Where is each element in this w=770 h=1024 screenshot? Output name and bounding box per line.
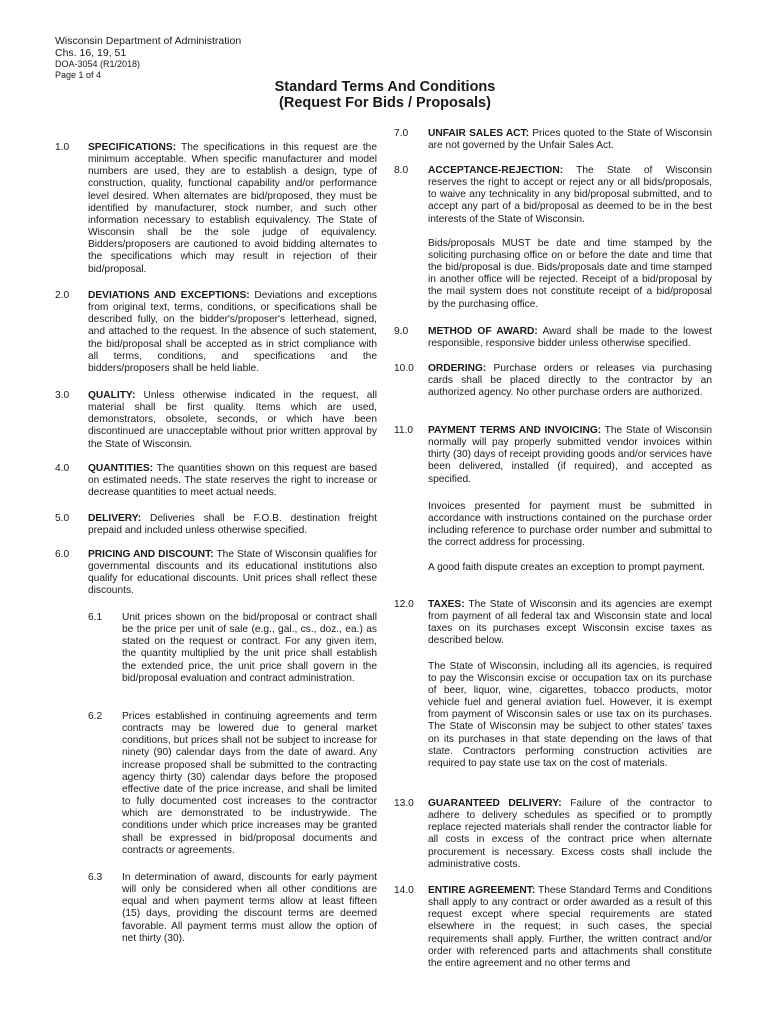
- document-header: [55, 35, 241, 81]
- section-heading: DEVIATIONS AND EXCEPTIONS:: [88, 290, 250, 301]
- section-paragraph: The State of Wisconsin, including all its agencies, is required to pay the Wisconsin excise or occupation tax on its purchase of beer, liquor, wine, cigarettes, tobacco products, motor vehicle fuel and general aviation fuel. However, it is exempt from payment of Wisconsin sales or use tax on its purchases. The State of Wisconsin may be subject to other states' taxes on its purchases in that state depending on the laws of that state. Contractors performing construction activities are required to pay state use tax on the cost of materials.: [428, 660, 712, 769]
- section-text: Failure of the contractor to adhere to delivery schedules as specified or to promptly replace rejected materials shall render the contractor liable for all costs in excess of the contract price when alternate procurement is necessary. Excess costs shall include the administrative costs.: [428, 798, 712, 870]
- page-title: [0, 79, 770, 111]
- section-number: 6.0: [55, 549, 70, 560]
- subsection-text: In determination of award, discounts for early payment will only be considered when all other conditions are equal and when payment terms allow at least fifteen (15) days, providing the discount terms are deemed favorable. All payment terms must allow the option of net thirty (30).: [122, 872, 377, 944]
- subsection-number: 6.2: [88, 711, 103, 722]
- page-number: Page 1 of 4: [55, 70, 102, 80]
- form-number: DOA-3054 (R1/2018): [55, 59, 141, 69]
- section-heading: DELIVERY:: [88, 513, 142, 524]
- section-text: The quantities shown on this request are based on estimated needs. The state reserves the right to increase or decrease quantities to meet actual needs.: [88, 463, 377, 499]
- section-heading: GUARANTEED DELIVERY:: [428, 798, 562, 809]
- section-number: 8.0: [394, 165, 409, 176]
- section-paragraph: Invoices presented for payment must be submitted in accordance with instructions contained on the purchase order including reference to purchase order number and submittal to the correct address for processing.: [428, 500, 712, 549]
- title-line-1: Standard Terms And Conditions: [274, 79, 496, 95]
- section-number: 12.0: [394, 599, 414, 610]
- section-text: Award shall be made to the lowest responsible, responsive bidder unless otherwise specified.: [428, 326, 712, 350]
- section-heading: ACCEPTANCE-REJECTION:: [428, 165, 564, 176]
- subsection-text: Unit prices shown on the bid/proposal or contract shall be the price per unit of sale (e.g., gal., cs., doz., ea.) as stated on the request or contract. For any given item, the quantity multiplied by the unit price shall establish the extended price, the unit price shall govern in the bid/proposal evaluation and contract administration.: [122, 612, 377, 684]
- section-heading: ENTIRE AGREEMENT:: [428, 885, 536, 896]
- section-number: 9.0: [394, 326, 409, 337]
- section-number: 4.0: [55, 463, 70, 474]
- section-number: 2.0: [55, 290, 70, 301]
- section-text: The State of Wisconsin qualifies for governmental discounts and its educational institutions also qualify for educational discounts. Unit prices shall reflect these discounts.: [88, 549, 377, 597]
- section-number: 5.0: [55, 513, 70, 524]
- section-text: The State of Wisconsin reserves the right to accept or reject any or all bids/proposals, to waive any technicality in any bid/proposal submitted, and to accept any part of a bid/proposal as deemed to be in the best interests of the State of Wisconsin.: [428, 165, 712, 225]
- section-heading: UNFAIR SALES ACT:: [428, 128, 530, 139]
- section-number: 3.0: [55, 390, 70, 401]
- subsection-text: Prices established in continuing agreements and term contracts may be lowered due to general market conditions, but prices shall not be subject to increase for ninety (90) calendar days from the date of award. Any increase proposed shall be submitted to the contracting agency thirty (30) calendar days before the proposed effective date of the price increase, and shall be limited to fully documented cost increases to the contractor which are demonstrated to be industrywide. The conditions under which price increases may be granted shall be expressed in bid/proposal documents and contracts or agreements.: [122, 711, 377, 856]
- section-heading: METHOD OF AWARD:: [428, 326, 538, 337]
- chapters: Chs. 16, 19, 51: [55, 47, 127, 59]
- section-paragraph: Bids/proposals MUST be date and time stamped by the soliciting purchasing office on or before the date and time that the bid/proposal is due. Bids/proposals date and time stamped in another office will be rejected. Receipt of a bid/proposal by the mail system does not constitute receipt of a bid/proposal by the purchasing office.: [428, 237, 712, 310]
- subsection-number: 6.1: [88, 612, 103, 623]
- section-number: 1.0: [55, 142, 70, 153]
- section-heading: PRICING AND DISCOUNT:: [88, 549, 214, 560]
- section-text: The State of Wisconsin normally will pay properly submitted vendor invoices within thirty (30) days of receipt providing goods and/or services have been delivered, installed (if required), and accepted as specified.: [428, 425, 712, 485]
- section-heading: TAXES:: [428, 599, 465, 610]
- section-paragraph: A good faith dispute creates an exception to prompt payment.: [428, 562, 705, 574]
- section-text: Prices quoted to the State of Wisconsin are not governed by the Unfair Sales Act.: [428, 128, 712, 152]
- subsection-number: 6.3: [88, 872, 103, 883]
- section-text: These Standard Terms and Conditions shall apply to any contract or order awarded as a result of this request except where special requirements are stated elsewhere in the request; in such cases, the special requirements shall apply. Further, the written contract and/or order with referenced parts and attachments shall constitute the entire agreement and no other terms and: [428, 885, 712, 969]
- section-number: 7.0: [394, 128, 409, 139]
- section-heading: QUALITY:: [88, 390, 136, 401]
- title-line-2: (Request For Bids / Proposals): [279, 95, 491, 111]
- section-text: Deviations and exceptions from original text, terms, conditions, or specifications shall be described fully, on the bidder's/proposer's letterhead, signed, and attached to the request. In the absence of such statement, the bid/proposal shall be accepted as in strict compliance with all terms, conditions, and specifications and the bidders/proposers shall be held liable.: [88, 290, 377, 374]
- section-text: Deliveries shall be F.O.B. destination freight prepaid and included unless otherwise specified.: [88, 513, 377, 537]
- section-number: 14.0: [394, 885, 414, 896]
- section-heading: QUANTITIES:: [88, 463, 154, 474]
- section-text: Purchase orders or releases via purchasing cards shall be placed directly to the contractor by an authorized agency. No other purchase orders are authorized.: [428, 363, 712, 399]
- section-text: The specifications in this request are the minimum acceptable. When specific manufacturer and model numbers are used, they are to establish a design, type of construction, quality, functional capability and/or performance level desired. When alternates are bid/proposed, they must be identified by manufacturer, stock number, and such other information necessary to establish equivalency. The State of Wisconsin shall be the sole judge of equivalency. Bidders/proposers are cautioned to avoid bidding alternates to the specifications which may result in rejection of their bid/proposal.: [88, 142, 377, 275]
- section-text: The State of Wisconsin and its agencies are exempt from payment of all federal tax and Wisconsin state and local taxes on its purchases except Wisconsin excise taxes as described below.: [428, 599, 712, 647]
- section-number: 10.0: [394, 363, 414, 374]
- section-heading: SPECIFICATIONS:: [88, 142, 177, 153]
- section-heading: ORDERING:: [428, 363, 487, 374]
- agency-name: Wisconsin Department of Administration: [55, 35, 242, 47]
- section-heading: PAYMENT TERMS AND INVOICING:: [428, 425, 602, 436]
- section-text: Unless otherwise indicated in the request, all material shall be first quality. Items which are used, demonstrators, obsolete, seconds, or which have been discontinued are unacceptable without prior written approval by the State of Wisconsin.: [88, 390, 377, 450]
- section-number: 11.0: [394, 425, 414, 436]
- section-number: 13.0: [394, 798, 414, 809]
